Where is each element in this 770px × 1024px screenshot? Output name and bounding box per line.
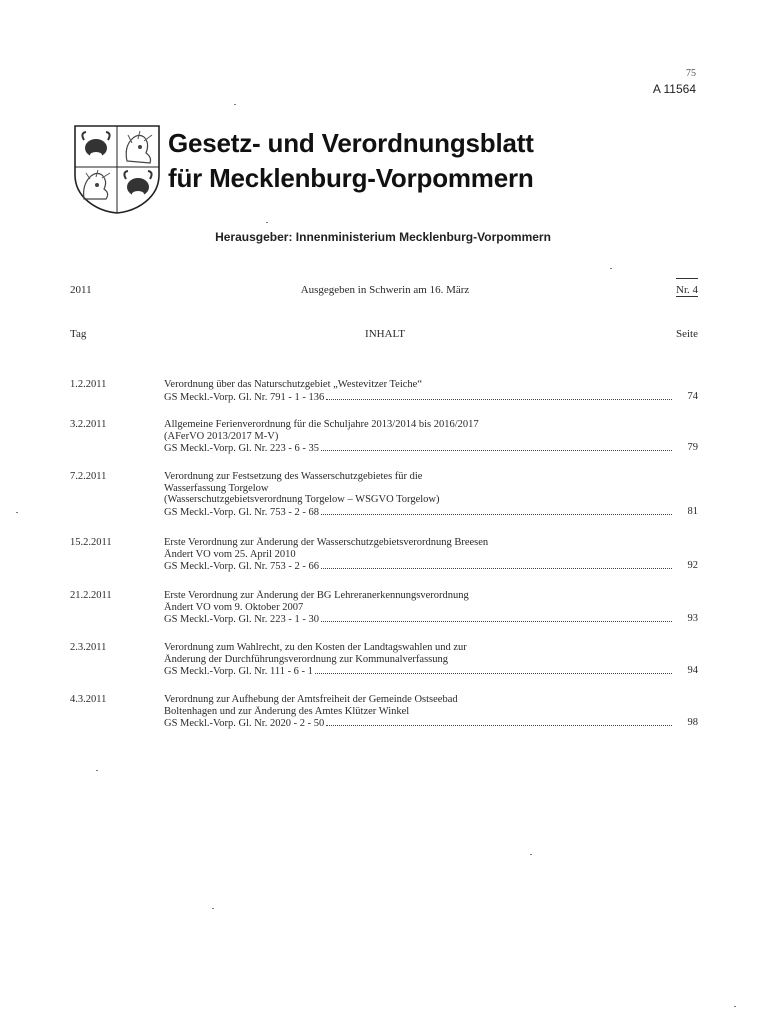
entry-page: 74: [687, 390, 698, 402]
entry-text: [164, 590, 674, 626]
entry-text: [164, 537, 674, 573]
entry-title-line: Ändert VO vom 9. Oktober 2007: [164, 601, 304, 613]
entry-text: [164, 642, 674, 678]
column-header-content: INHALT: [365, 328, 405, 340]
entry-title-line: Verordnung zum Wahlrecht, zu den Kosten der Landtagswahlen und zur: [164, 642, 467, 653]
document-code: A 11564: [652, 82, 696, 96]
entry-title-line: Boltenhagen und zur Änderung des Amtes Klützer Winkel: [164, 705, 410, 717]
scan-speck: [212, 908, 214, 909]
entry-date: 4.3.2011: [70, 694, 107, 705]
entry-date: 2.3.2011: [70, 642, 107, 653]
entry-reference: [164, 717, 674, 730]
coat-of-arms-logo: [72, 123, 162, 215]
issue-number: Nr. 4: [676, 284, 698, 296]
dot-leader: [321, 506, 672, 515]
dot-leader: [321, 560, 672, 569]
scan-speck: [96, 770, 98, 771]
entry-reference: [164, 442, 674, 455]
entry-text: [164, 471, 674, 518]
entry-reference-text: GS Meckl.-Vorp. Gl. Nr. 223 - 6 - 35: [164, 443, 319, 454]
entry-reference-text: GS Meckl.-Vorp. Gl. Nr. 753 - 2 - 68: [164, 506, 319, 518]
entry-title-line: Wasserfassung Torgelow: [164, 482, 269, 494]
gazette-title-line-2: für Mecklenburg-Vorpommern: [168, 163, 534, 193]
entry-reference-text: GS Meckl.-Vorp. Gl. Nr. 111 - 6 - 1: [164, 666, 313, 677]
column-header-page: Seite: [676, 328, 698, 340]
publisher-line: [0, 230, 770, 244]
issue-year: 2011: [70, 284, 92, 296]
entry-reference: [164, 560, 674, 573]
entry-date: 7.2.2011: [70, 471, 107, 482]
entry-reference-text: GS Meckl.-Vorp. Gl. Nr. 223 - 1 - 30: [164, 614, 319, 625]
entry-date: 21.2.2011: [70, 590, 112, 601]
entry-date: 1.2.2011: [70, 379, 107, 390]
scan-speck: [610, 268, 612, 269]
entry-reference: [164, 391, 674, 404]
entry-page: 93: [687, 613, 698, 624]
entry-reference-text: GS Meckl.-Vorp. Gl. Nr. 791 - 1 - 136: [164, 391, 325, 403]
entry-title-line: Verordnung zur Festsetzung des Wasserschutzgebietes für die: [164, 471, 423, 482]
publisher-text: Herausgeber: Innenministerium Mecklenburg-Vorpommern: [215, 230, 551, 244]
column-header-day: Tag: [70, 328, 87, 340]
dot-leader: [326, 391, 672, 400]
entry-page: 92: [687, 560, 698, 571]
entry-page: 79: [687, 442, 698, 453]
dot-leader: [315, 665, 672, 674]
entry-date: 15.2.2011: [70, 537, 112, 548]
scan-speck: [266, 222, 268, 223]
page-number: 75: [686, 68, 696, 79]
scan-speck: [734, 1006, 736, 1007]
entry-title-line: Erste Verordnung zur Änderung der Wasserschutzgebietsverordnung Breesen: [164, 537, 489, 548]
entry-title-line: Änderung der Durchführungsverordnung zur Kommunalverfassung: [164, 653, 449, 665]
issue-place-date: Ausgegeben in Schwerin am 16. März: [300, 284, 470, 296]
entry-title-line: (Wasserschutzgebietsverordnung Torgelow – WSGVO Torgelow): [164, 494, 440, 505]
entry-page: 94: [687, 665, 698, 676]
dot-leader: [321, 613, 672, 622]
dot-leader: [321, 442, 672, 451]
scan-speck: [234, 104, 236, 105]
entry-title-line: Ändert VO vom 25. April 2010: [164, 548, 296, 560]
entry-reference-text: GS Meckl.-Vorp. Gl. Nr. 2020 - 2 - 50: [164, 718, 325, 729]
entry-reference: [164, 665, 674, 678]
entry-page: 98: [687, 717, 698, 728]
entry-page: 81: [687, 505, 698, 517]
entry-title-line: Verordnung zur Aufhebung der Amtsfreiheit der Gemeinde Ostseebad: [164, 694, 458, 705]
issue-number-overline: [676, 278, 698, 279]
entry-title-line: Erste Verordnung zur Änderung der BG Lehreranerkennungsverordnung: [164, 590, 469, 601]
entry-title-line: (AFerVO 2013/2017 M-V): [164, 430, 279, 442]
entry-reference-text: GS Meckl.-Vorp. Gl. Nr. 753 - 2 - 66: [164, 561, 319, 572]
entry-title-line: Allgemeine Ferienverordnung für die Schuljahre 2013/2014 bis 2016/2017: [164, 419, 479, 430]
scan-speck: [530, 854, 532, 855]
entry-text: [164, 379, 674, 403]
entry-text: [164, 419, 674, 455]
entry-text: [164, 694, 674, 730]
entry-reference: [164, 506, 674, 519]
entry-title-line: Verordnung über das Naturschutzgebiet „Westevitzer Teiche“: [164, 379, 422, 390]
entry-reference: [164, 613, 674, 626]
entry-date: 3.2.2011: [70, 419, 107, 430]
dot-leader: [326, 717, 672, 726]
scan-speck: [16, 512, 18, 513]
gazette-title-line-1: Gesetz- und Verordnungsblatt: [168, 128, 534, 158]
